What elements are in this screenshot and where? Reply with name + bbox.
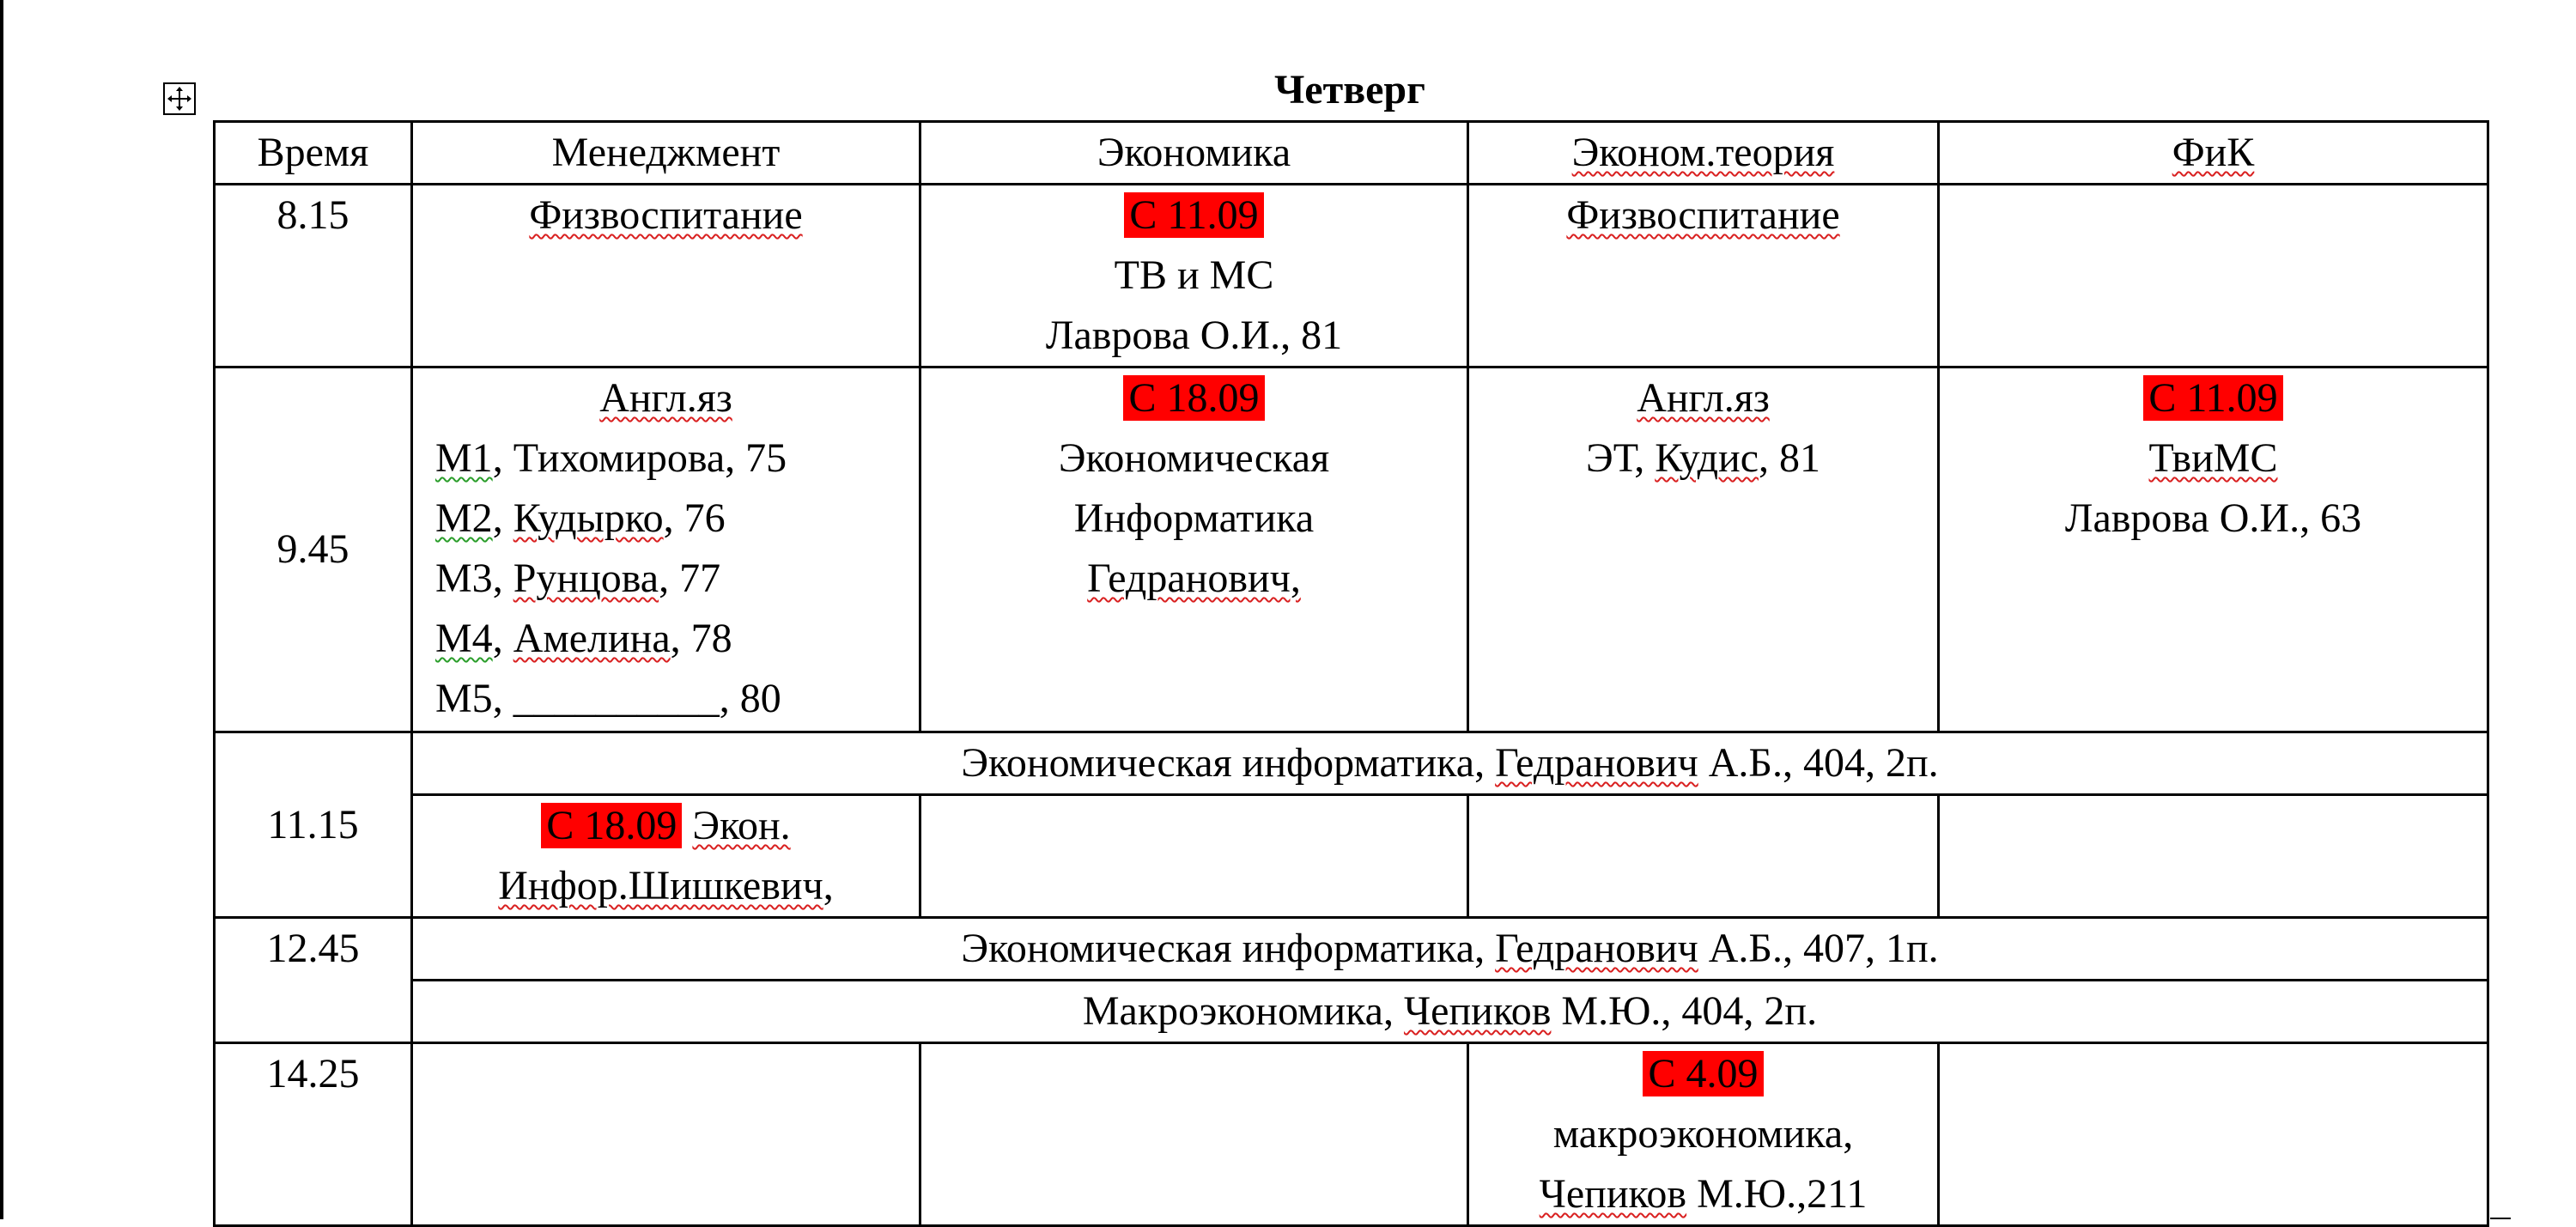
room-text: М.Ю., 404, 2п.	[1551, 988, 1818, 1034]
cell-1425-management	[412, 1043, 920, 1226]
date-highlight: С 11.09	[2143, 375, 2282, 421]
teacher-text: Гедранович,	[1087, 556, 1301, 601]
teacher-text: Чепиков	[1403, 988, 1552, 1034]
room-text: М.Ю.,211	[1686, 1171, 1868, 1217]
group-line	[413, 428, 919, 489]
group-teacher-blank: __________	[513, 676, 720, 721]
time-cell: 11.15	[215, 732, 412, 918]
subject-text: Экономическая	[1058, 435, 1330, 481]
teacher-room-text: Лаврова О.И., 81	[1045, 313, 1343, 358]
subject-text: Англ.яз	[1637, 375, 1770, 421]
cell-1115-economics	[920, 795, 1468, 918]
subject-text: Физвоспитание	[1566, 192, 1840, 238]
cell-815-economics	[920, 185, 1468, 367]
room-text: А.Б., 404, 2п.	[1698, 740, 1939, 786]
group-teacher: Рунцова	[513, 556, 659, 601]
cell-945-economics	[920, 367, 1468, 732]
room-text: А.Б., 407, 1п.	[1698, 926, 1939, 971]
time-cell: 8.15	[215, 185, 412, 367]
subject-text: Экон.	[692, 803, 791, 848]
row-815	[215, 185, 2488, 367]
time-cell: 9.45	[215, 367, 412, 732]
group-teacher: , Тихомирова, 75	[492, 435, 787, 481]
punctuation: ,	[823, 863, 834, 908]
teacher-room-text: Лаврова О.И., 63	[2064, 495, 2362, 541]
subject-text: Экономическая информатика,	[961, 740, 1496, 786]
cell-815-fik	[1939, 185, 2488, 367]
header-econ-theory-text: Эконом.теория	[1571, 130, 1835, 175]
day-title: Четверг	[1274, 67, 1425, 112]
teacher-room-line	[1469, 1164, 1937, 1224]
group-teacher: Амелина	[513, 616, 671, 661]
subject-text: Макроэкономика,	[1082, 988, 1404, 1034]
group-room: , 78	[670, 616, 732, 661]
time-cell: 12.45	[215, 918, 412, 1043]
group-teacher: Кудис	[1655, 435, 1759, 481]
group-room: , 80	[719, 676, 781, 721]
page-left-border	[0, 0, 3, 1219]
header-fik	[1939, 122, 2488, 185]
date-highlight: С 18.09	[1123, 375, 1264, 421]
cell-815-management	[412, 185, 920, 367]
group-line: М2, Кудырко, 76	[435, 495, 726, 541]
cell-945-econ-theory	[1468, 367, 1939, 732]
group-line: М4, Амелина, 78	[435, 616, 732, 661]
group-teacher: Кудырко	[513, 495, 664, 541]
cell-1425-econ-theory	[1468, 1043, 1939, 1226]
date-highlight: С 11.09	[1124, 192, 1263, 238]
group-line: М5, __________, 80	[435, 676, 781, 721]
cell-1425-fik	[1939, 1043, 2488, 1226]
cell-1245-merged-2	[412, 981, 2488, 1043]
header-econ-theory	[1468, 122, 1939, 185]
header-management: Менеджмент	[412, 122, 920, 185]
cell-1115-econ-theory	[1468, 795, 1939, 918]
teacher-text: Чепиков	[1539, 1171, 1687, 1217]
cell-1115-fik	[1939, 795, 2488, 918]
subject-text: Англ.яз	[599, 375, 732, 421]
subject-text: Физвоспитание	[529, 192, 803, 238]
group-line: М3, Рунцова, 77	[435, 556, 721, 601]
group-code: М1	[435, 435, 493, 481]
group-code: М5	[435, 676, 493, 721]
time-cell: 14.25	[215, 1043, 412, 1226]
group-room: , 81	[1759, 435, 1820, 481]
group-code: М4	[435, 616, 493, 661]
cell-1115-merged	[412, 732, 2488, 795]
cell-1425-economics	[920, 1043, 1468, 1226]
header-fik-text: ФиК	[2172, 130, 2255, 175]
group-code: М2	[435, 495, 493, 541]
group-code: ЭТ,	[1586, 435, 1656, 481]
cell-1115-management	[412, 795, 920, 918]
group-line	[1469, 428, 1937, 489]
cell-815-econ-theory	[1468, 185, 1939, 367]
teacher-text: Инфор.Шишкевич	[498, 863, 823, 908]
subject-text: Информатика	[1073, 495, 1315, 541]
schedule-table	[213, 120, 2489, 1227]
teacher-text: Гедранович	[1495, 926, 1698, 971]
date-highlight: С 18.09	[541, 803, 682, 848]
row-945	[215, 367, 2488, 732]
header-economics: Экономика	[920, 122, 1468, 185]
header-time: Время	[215, 122, 412, 185]
subject-text: ТВ и МС	[1114, 252, 1274, 298]
row-1245-b	[215, 981, 2488, 1043]
group-room: , 77	[659, 556, 721, 601]
subject-text: макроэкономика,	[1552, 1111, 1854, 1157]
subject-text: Экономическая информатика,	[961, 926, 1496, 971]
table-move-handle-icon[interactable]	[163, 82, 196, 115]
cell-945-management	[412, 367, 920, 732]
group-room: , 76	[663, 495, 726, 541]
teacher-text: Гедранович	[1495, 740, 1698, 786]
row-1245-a	[215, 918, 2488, 981]
group-code: М3	[435, 556, 493, 601]
cell-945-fik	[1939, 367, 2488, 732]
header-row	[215, 122, 2488, 185]
row-1115	[215, 795, 2488, 918]
row-1115-merged	[215, 732, 2488, 795]
row-1425	[215, 1043, 2488, 1226]
subject-text: ТвиМС	[2148, 435, 2278, 481]
cell-1245-merged-1	[412, 918, 2488, 981]
date-highlight: С 4.09	[1643, 1051, 1763, 1096]
